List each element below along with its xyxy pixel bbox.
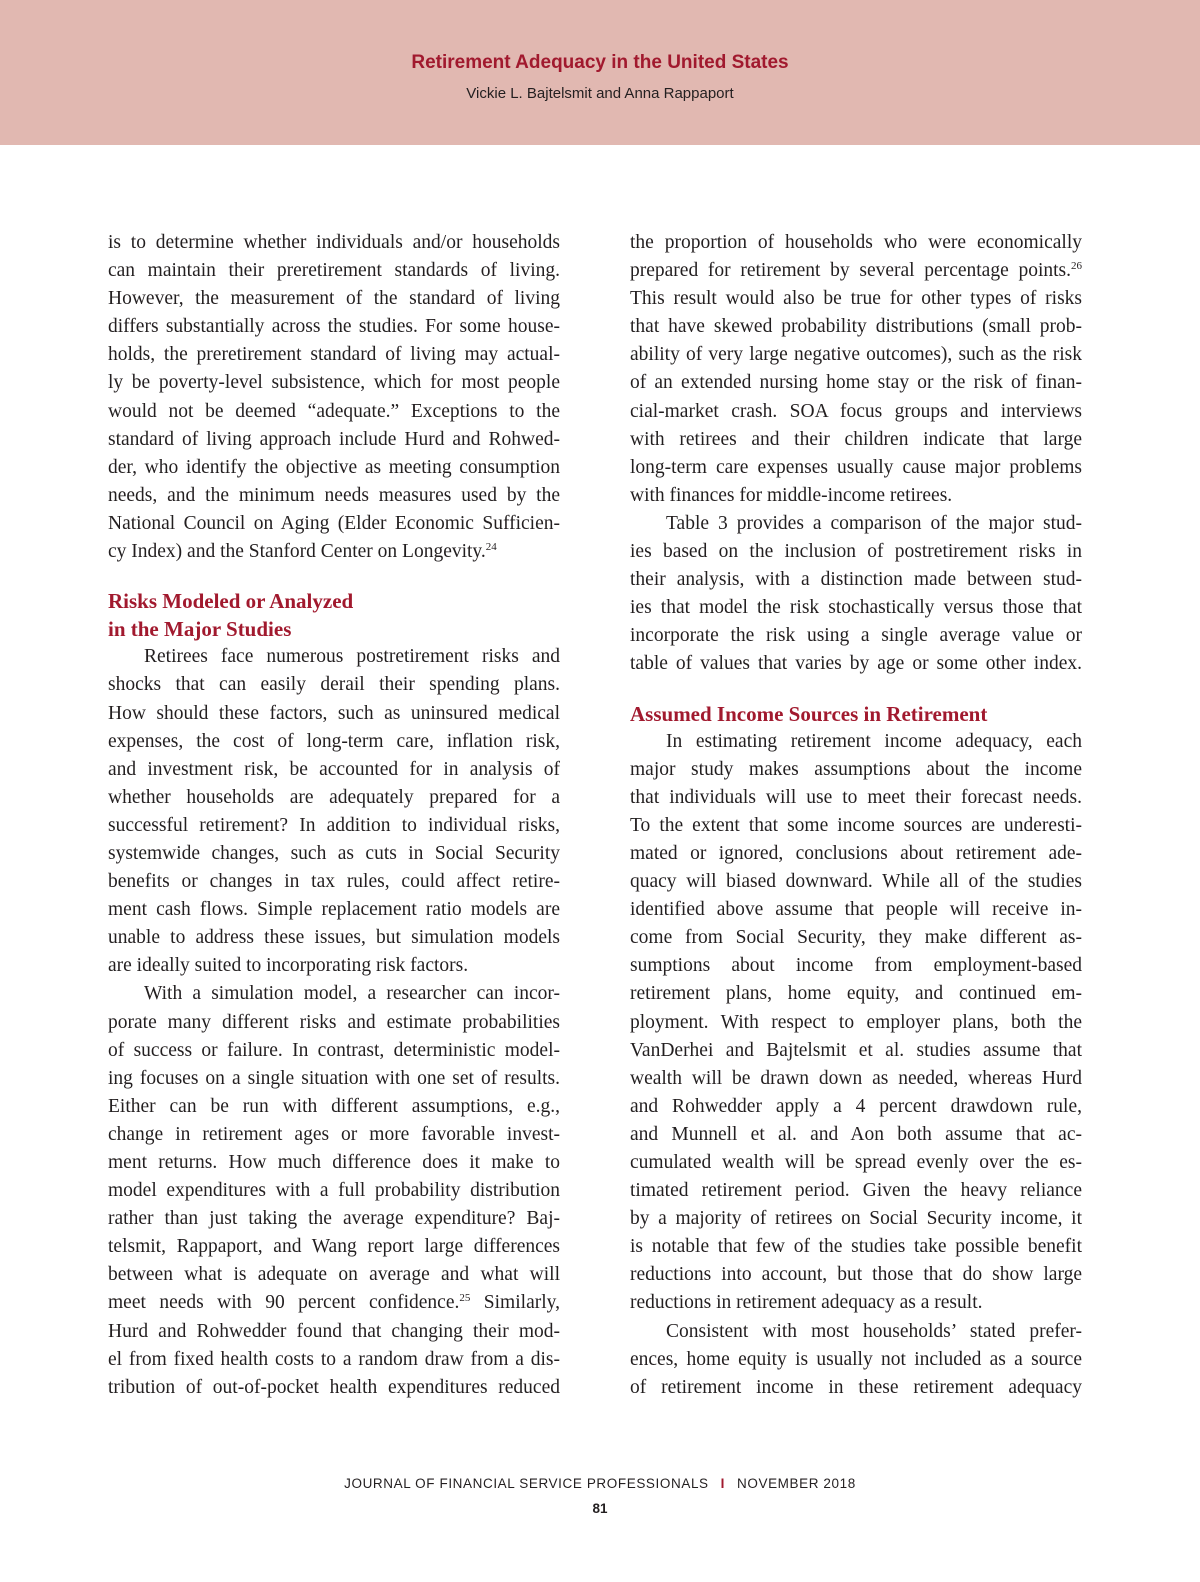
text-line: ployment. With respect to employer plans, both the bbox=[630, 1011, 1082, 1033]
text-line: reductions into account, but those that do show large bbox=[630, 1264, 1082, 1286]
text-line: el from fixed health costs to a random draw from a dis- bbox=[108, 1348, 560, 1370]
text-line: would not be deemed “adequate.” Exceptions to the bbox=[108, 400, 560, 422]
text-line: ies based on the inclusion of postretirement risks in bbox=[630, 541, 1082, 563]
left-column bbox=[108, 229, 560, 1402]
text-line: standard of living approach include Hurd and Rohwed- bbox=[108, 428, 560, 450]
text-line: VanDerhei and Bajtelsmit et al. studies assume that bbox=[630, 1039, 1082, 1061]
text-line: incorporate the risk using a single average value or bbox=[630, 625, 1082, 647]
text-line: This result would also be true for other types of risks bbox=[630, 288, 1082, 310]
text-line: expenses, the cost of long-term care, inflation risk, bbox=[108, 730, 560, 752]
right-column bbox=[630, 229, 1082, 1402]
text-line: To the extent that some income sources are underesti- bbox=[630, 814, 1082, 836]
text-line: benefits or changes in tax rules, could affect retire- bbox=[108, 871, 560, 893]
paragraph bbox=[108, 229, 560, 566]
text-line: Retirees face numerous postretirement risks and bbox=[144, 646, 560, 668]
text-line: of success or failure. In contrast, deterministic model- bbox=[108, 1039, 560, 1061]
text-line: can maintain their preretirement standards of living. bbox=[108, 260, 560, 282]
text-line: the proportion of households who were economically bbox=[630, 232, 1082, 253]
text-line: In estimating retirement income adequacy, each bbox=[666, 730, 1082, 752]
article-authors: Vickie L. Bajtelsmit and Anna Rappaport bbox=[466, 85, 734, 102]
text-line: with finances for middle-income retirees. bbox=[630, 484, 953, 506]
text-line bbox=[630, 257, 1082, 285]
text-line: is to determine whether individuals and/or households bbox=[108, 232, 560, 253]
footnote-ref: 26 bbox=[1071, 260, 1082, 273]
text-line: Table 3 provides a comparison of the major stud- bbox=[666, 512, 1082, 534]
text-line: systemwide changes, such as cuts in Social Security bbox=[108, 842, 560, 864]
text-line: identified above assume that people will receive in- bbox=[630, 899, 1082, 921]
text-line: between what is adequate on average and what will bbox=[108, 1264, 560, 1286]
text-line: der, who identify the objective as meeting consumption bbox=[108, 456, 560, 478]
text-line: is notable that few of the studies take possible benefit bbox=[630, 1236, 1082, 1258]
text-line: whether households are adequately prepared for a bbox=[108, 786, 560, 808]
text-line: of retirement income in these retirement adequacy bbox=[630, 1376, 1082, 1398]
text-line: sumptions about income from employment-based bbox=[630, 955, 1082, 977]
text-line: Either can be run with different assumptions, e.g., bbox=[108, 1095, 560, 1117]
text-line: change in retirement ages or more favorable invest- bbox=[108, 1123, 560, 1145]
paragraph bbox=[630, 510, 1082, 679]
text-line: telsmit, Rappaport, and Wang report large differences bbox=[108, 1236, 560, 1258]
journal-name: JOURNAL OF FINANCIAL SERVICE PROFESSIONALS bbox=[344, 1476, 709, 1491]
text-line: holds, the preretirement standard of living may actual- bbox=[108, 344, 560, 366]
text-line: their analysis, with a distinction made between stud- bbox=[630, 569, 1082, 591]
paragraph bbox=[108, 643, 560, 980]
text-line: differs substantially across the studies. For some house- bbox=[108, 316, 560, 338]
text-line: shocks that can easily derail their spending plans. bbox=[108, 674, 560, 696]
section-heading: Assumed Income Sources in Retirement bbox=[630, 701, 988, 726]
footnote-ref: 24 bbox=[485, 541, 497, 554]
text-line: and investment risk, be accounted for in analysis of bbox=[108, 758, 560, 780]
text-line: However, the measurement of the standard of living bbox=[108, 288, 560, 310]
text-line: needs, and the minimum needs measures used by the bbox=[108, 484, 560, 506]
text-line: by a majority of retirees on Social Security income, it bbox=[630, 1208, 1082, 1230]
text-line: With a simulation model, a researcher can incor- bbox=[144, 983, 560, 1005]
footer-separator: I bbox=[720, 1476, 726, 1491]
text-line: table of values that varies by age or some other index. bbox=[630, 653, 1082, 675]
paragraph bbox=[108, 980, 560, 1401]
section-heading: Risks Modeled or Analyzed bbox=[108, 589, 354, 614]
text-line: that have skewed probability distributions (small prob- bbox=[630, 316, 1082, 338]
text-line: come from Social Security, they make different as- bbox=[630, 927, 1082, 949]
text-line: cumulated wealth will be spread evenly over the es- bbox=[630, 1152, 1082, 1173]
text-line: Consistent with most households’ stated prefer- bbox=[666, 1320, 1082, 1342]
text-line: model expenditures with a full probability distribution bbox=[108, 1180, 560, 1202]
text-fragment: prepared for retirement by several percentage points. bbox=[630, 260, 1071, 282]
text-line: timated retirement period. Given the heavy reliance bbox=[630, 1180, 1082, 1202]
text-fragment: meet needs with 90 percent confidence. bbox=[108, 1292, 460, 1314]
text-line: ences, home equity is usually not included as a source bbox=[630, 1348, 1082, 1370]
text-fragment: cy Index) and the Stanford Center on Longevity. bbox=[108, 541, 486, 563]
paragraph bbox=[630, 229, 1082, 510]
text-line: reductions in retirement adequacy as a result. bbox=[630, 1292, 983, 1314]
text-line: porate many different risks and estimate probabilities bbox=[108, 1011, 560, 1033]
text-line: and Rohwedder apply a 4 percent drawdown rule, bbox=[630, 1095, 1082, 1117]
text-line: ing focuses on a single situation with one set of results. bbox=[108, 1067, 560, 1089]
text-line: successful retirement? In addition to individual risks, bbox=[108, 814, 560, 836]
footer-journal-line bbox=[0, 1476, 1200, 1491]
paragraph bbox=[630, 728, 1082, 1318]
article-title: Retirement Adequacy in the United States bbox=[411, 52, 789, 73]
text-line: long-term care expenses usually cause major problems bbox=[630, 456, 1082, 478]
page-number: 81 bbox=[592, 1501, 608, 1516]
text-line: ment returns. How much difference does it make to bbox=[108, 1152, 560, 1173]
paragraph bbox=[630, 1318, 1082, 1402]
text-line: Hurd and Rohwedder found that changing their mod- bbox=[108, 1320, 560, 1342]
text-line: quacy will biased downward. While all of the studies bbox=[630, 871, 1082, 893]
text-line: that individuals will use to meet their forecast needs. bbox=[630, 786, 1082, 808]
text-line: ability of very large negative outcomes), such as the risk bbox=[630, 344, 1082, 366]
text-line: ment cash flows. Simple replacement ratio models are bbox=[108, 899, 560, 921]
text-line: major study makes assumptions about the income bbox=[630, 758, 1082, 780]
text-line: ly be poverty-level subsistence, which for most people bbox=[108, 372, 560, 394]
text-line: with retirees and their children indicate that large bbox=[630, 428, 1082, 450]
text-line bbox=[108, 1289, 560, 1317]
text-line: cial-market crash. SOA focus groups and interviews bbox=[630, 400, 1082, 422]
text-line: are ideally suited to incorporating risk factors. bbox=[108, 955, 469, 977]
text-line: retirement plans, home equity, and continued em- bbox=[630, 983, 1082, 1005]
text-fragment: Similarly, bbox=[470, 1292, 560, 1314]
text-line: tribution of out-of-pocket health expenditures reduced bbox=[108, 1376, 560, 1398]
footnote-ref: 25 bbox=[459, 1292, 471, 1305]
issue-date: NOVEMBER 2018 bbox=[737, 1476, 856, 1491]
text-line: unable to address these issues, but simulation models bbox=[108, 927, 560, 949]
text-line: and Munnell et al. and Aon both assume that ac- bbox=[630, 1123, 1082, 1145]
text-line: wealth will be drawn down as needed, whereas Hurd bbox=[630, 1067, 1082, 1089]
text-line: rather than just taking the average expenditure? Baj- bbox=[108, 1208, 560, 1230]
text-line: National Council on Aging (Elder Economic Sufficien- bbox=[108, 512, 560, 534]
text-line: ies that model the risk stochastically versus those that bbox=[630, 597, 1082, 619]
text-line bbox=[108, 538, 560, 566]
text-line: mated or ignored, conclusions about retirement ade- bbox=[630, 842, 1082, 864]
text-line: of an extended nursing home stay or the risk of finan- bbox=[630, 372, 1082, 394]
text-line: How should these factors, such as uninsured medical bbox=[108, 702, 560, 724]
section-heading: in the Major Studies bbox=[108, 617, 292, 642]
